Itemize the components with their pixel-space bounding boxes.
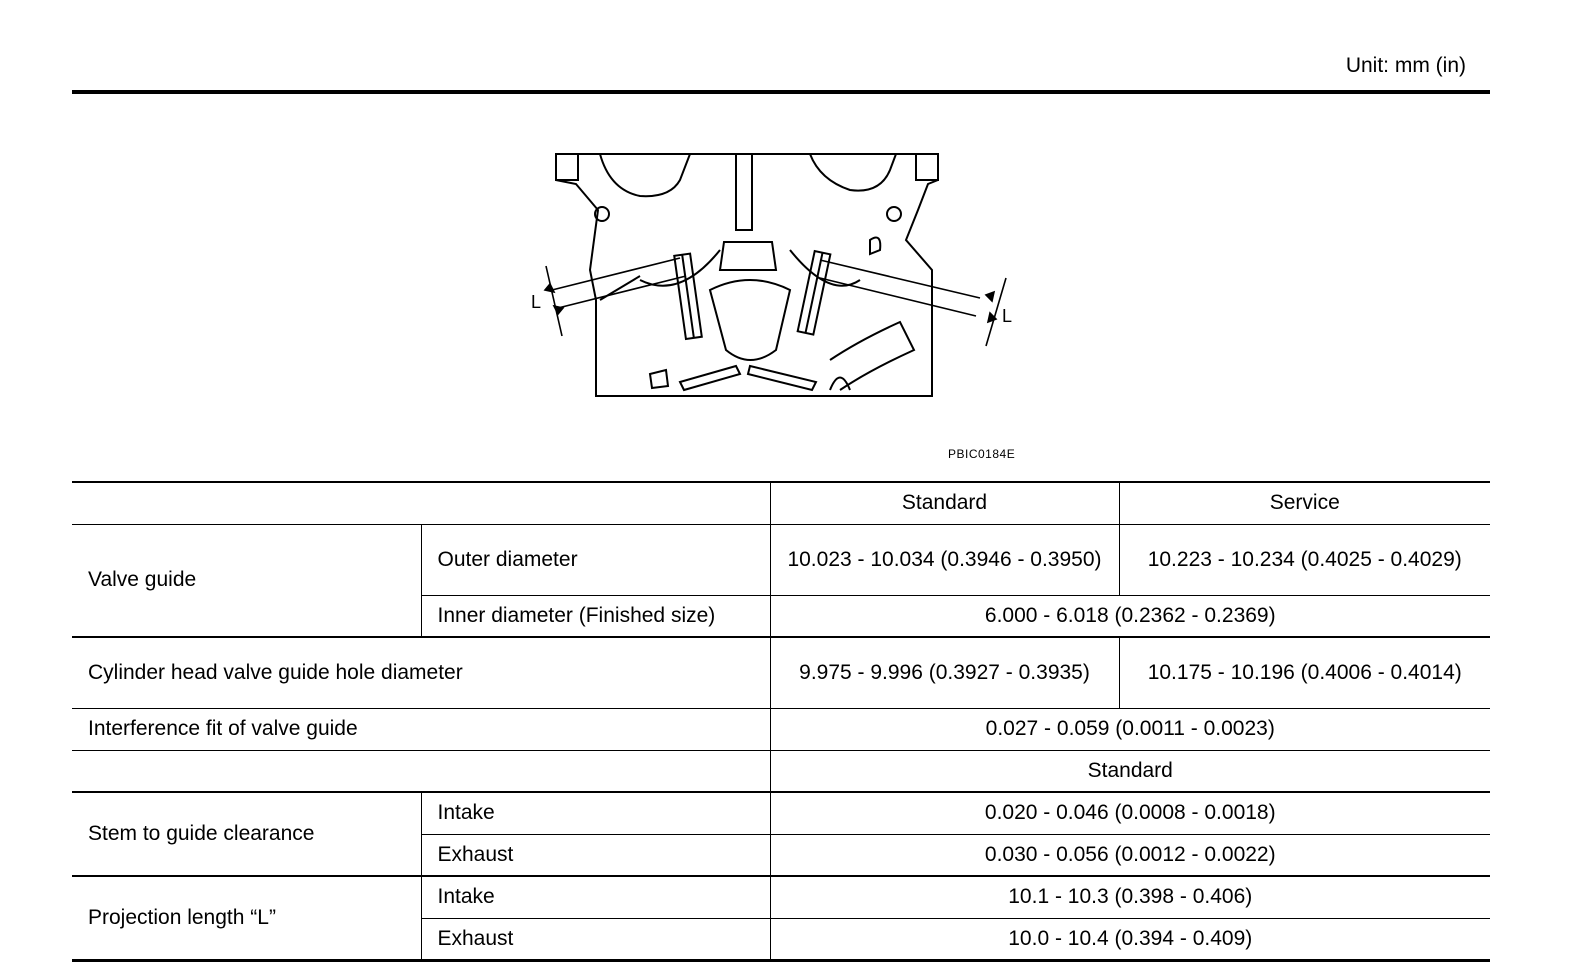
subheader-blank-cell xyxy=(72,750,770,792)
projection-intake-value: 10.1 - 10.3 (0.398 - 0.406) xyxy=(770,876,1490,918)
projection-length-label: Projection length “L” xyxy=(72,876,421,960)
hole-diameter-standard: 9.975 - 9.996 (0.3927 - 0.3935) xyxy=(770,637,1119,708)
inner-diameter-label: Inner diameter (Finished size) xyxy=(421,595,770,637)
outer-diameter-standard: 10.023 - 10.034 (0.3946 - 0.3950) xyxy=(770,524,1119,595)
header-standard: Standard xyxy=(770,482,1119,524)
subheader-standard: Standard xyxy=(770,750,1490,792)
table-subheader-row xyxy=(72,750,1490,792)
unit-label: Unit: mm (in) xyxy=(1345,54,1466,77)
stem-exhaust-label: Exhaust xyxy=(421,834,770,876)
valve-guide-label: Valve guide xyxy=(72,524,421,637)
header-blank-cell xyxy=(72,482,770,524)
cylinder-head-section-figure xyxy=(531,150,1030,405)
projection-exhaust-value: 10.0 - 10.4 (0.394 - 0.409) xyxy=(770,918,1490,960)
projection-intake-label: Intake xyxy=(421,876,770,918)
table-row xyxy=(72,708,1490,750)
stem-intake-value: 0.020 - 0.046 (0.0008 - 0.0018) xyxy=(770,792,1490,834)
table-row xyxy=(72,637,1490,708)
top-rule xyxy=(72,90,1490,94)
spec-table xyxy=(72,481,1490,962)
stem-intake-label: Intake xyxy=(421,792,770,834)
table-row xyxy=(72,524,1490,595)
figure-label-left: L xyxy=(531,292,542,312)
inner-diameter-value: 6.000 - 6.018 (0.2362 - 0.2369) xyxy=(770,595,1490,637)
interference-fit-value: 0.027 - 0.059 (0.0011 - 0.0023) xyxy=(770,708,1490,750)
stem-clearance-label: Stem to guide clearance xyxy=(72,792,421,876)
hole-diameter-service: 10.175 - 10.196 (0.4006 - 0.4014) xyxy=(1119,637,1490,708)
projection-exhaust-label: Exhaust xyxy=(421,918,770,960)
figure-label-right: L xyxy=(1002,306,1013,326)
figure-id: PBIC0184E xyxy=(948,447,1016,461)
stem-exhaust-value: 0.030 - 0.056 (0.0012 - 0.0022) xyxy=(770,834,1490,876)
outer-diameter-service: 10.223 - 10.234 (0.4025 - 0.4029) xyxy=(1119,524,1490,595)
header-service: Service xyxy=(1119,482,1490,524)
table-row xyxy=(72,792,1490,834)
outer-diameter-label: Outer diameter xyxy=(421,524,770,595)
hole-diameter-label: Cylinder head valve guide hole diameter xyxy=(72,637,770,708)
interference-fit-label: Interference fit of valve guide xyxy=(72,708,770,750)
table-row xyxy=(72,876,1490,918)
table-header-row xyxy=(72,482,1490,524)
